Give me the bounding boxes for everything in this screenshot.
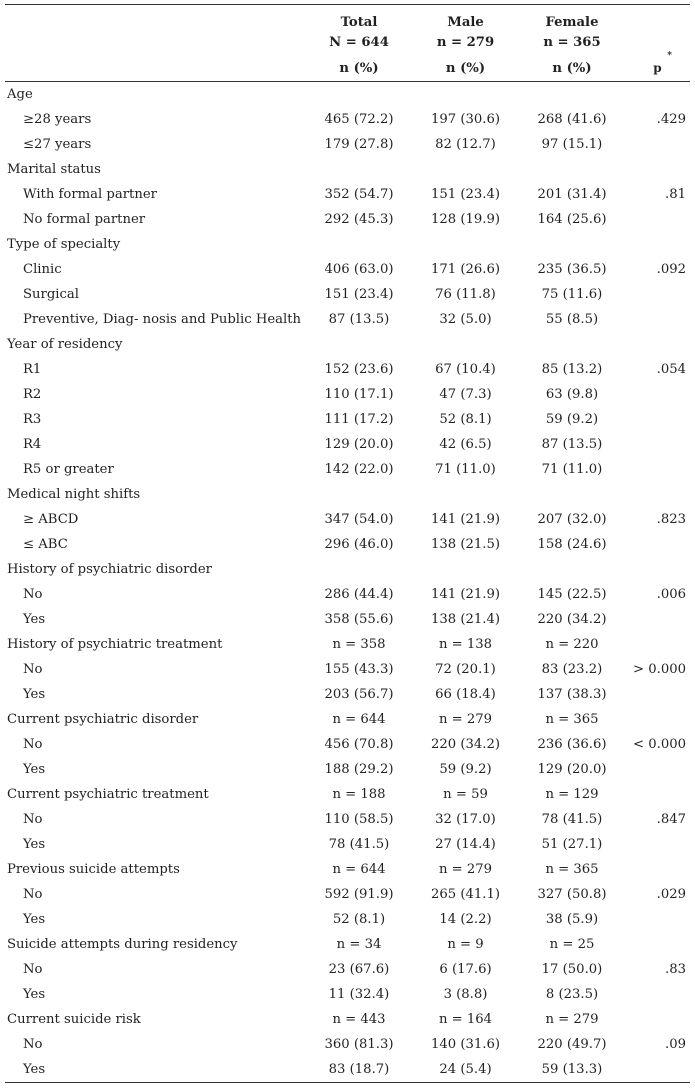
cell-male: 138 (21.4) [430,612,500,627]
table-row [5,257,690,282]
cell-p-value: < 0.000 [633,737,686,752]
cell-total [306,482,412,507]
cell-p-value [625,332,690,357]
cell-total: 78 (41.5) [328,837,390,852]
table-row [5,457,690,482]
cell-male: 47 (7.3) [439,387,492,402]
cell-female [519,332,625,357]
cell-total: 11 (32.4) [328,987,390,1002]
cell-p-value [625,307,690,332]
table-row [5,532,690,557]
table-section-row [5,82,690,108]
cell-p-value [625,607,690,632]
header-female-n: n = 365 [543,35,601,50]
row-label: Yes [23,837,46,852]
cell-total: 352 (54.7) [324,187,394,202]
table-body [5,82,690,1083]
cell-male: 66 (18.4) [435,687,496,702]
cell-male: n = 59 [443,787,488,802]
cell-female: 51 (27.1) [541,837,603,852]
table-row [5,657,690,682]
cell-total: 358 (55.6) [324,612,394,627]
cell-female: 8 (23.5) [545,987,599,1002]
cell-p-value: .429 [656,112,686,127]
cell-female: 78 (41.5) [541,812,603,827]
cell-p-value [625,432,690,457]
cell-male: 32 (17.0) [435,812,496,827]
cell-total: 465 (72.2) [324,112,394,127]
cell-female: 220 (34.2) [537,612,607,627]
cell-male: 3 (8.8) [443,987,488,1002]
cell-female: 63 (9.8) [545,387,599,402]
cell-p-value [625,682,690,707]
table-section-row [5,707,690,732]
table-header [5,5,690,82]
cell-male: 32 (5.0) [439,312,492,327]
cell-p-value [625,1007,690,1032]
cell-total: 188 (29.2) [324,762,394,777]
cell-p-value [625,232,690,257]
cell-p-value [625,707,690,732]
table-row [5,1032,690,1057]
cell-p-value [625,782,690,807]
table-row [5,182,690,207]
table-row [5,982,690,1007]
row-label: No [23,737,43,752]
cell-p-value [625,557,690,582]
row-label: Yes [23,612,46,627]
header-female-unit: n (%) [519,55,625,82]
cell-male: 151 (23.4) [430,187,500,202]
cell-total: 286 (44.4) [324,587,394,602]
table-row [5,432,690,457]
cell-male: 76 (11.8) [435,287,496,302]
cell-male: 171 (26.6) [430,262,500,277]
cell-male: 265 (41.1) [430,887,500,902]
cell-male: 42 (6.5) [439,437,492,452]
cell-p-value [625,982,690,1007]
row-label: History of psychiatric disorder [7,562,212,577]
cell-total: 83 (18.7) [306,1057,412,1083]
cell-female: 38 (5.9) [545,912,599,927]
p-footnote-mark: * [667,50,673,61]
table-row [5,907,690,932]
cell-total [306,157,412,182]
table-row [5,357,690,382]
row-label: R4 [23,437,42,452]
table-row [5,882,690,907]
cell-p-value [625,532,690,557]
header-male-n: n = 279 [436,35,495,50]
header-female: Female [519,5,625,31]
cell-female: 83 (23.2) [541,662,603,677]
cell-p-value [625,207,690,232]
cell-total: 129 (20.0) [324,437,394,452]
cell-total: 87 (13.5) [328,312,390,327]
table-section-row [5,557,690,582]
row-label: ≤ ABC [23,537,68,552]
header-blank [5,5,306,31]
cell-p-value: .006 [656,587,686,602]
table-section-row [5,1007,690,1032]
row-label: No [23,887,43,902]
row-label: Previous suicide attempts [7,862,180,877]
cell-total: 296 (46.0) [324,537,394,552]
row-label: Yes [23,687,46,702]
row-label: Current psychiatric treatment [7,787,209,802]
table-row [5,832,690,857]
header-total-unit: n (%) [306,55,412,82]
cell-female [519,82,625,108]
cell-total: 152 (23.6) [324,362,394,377]
cell-female: 220 (49.7) [537,1037,607,1052]
cell-total: 456 (70.8) [324,737,394,752]
cell-total [306,557,412,582]
cell-p-value [625,907,690,932]
cell-p-value [625,282,690,307]
row-label: Suicide attempts during residency [7,937,238,952]
cell-total: 592 (91.9) [324,887,394,902]
cell-female: 59 (9.2) [545,412,599,427]
row-label: Medical night shifts [7,487,141,502]
table-row [5,132,690,157]
cell-female [519,557,625,582]
cell-female: n = 279 [545,1012,599,1027]
cell-p-value [625,132,690,157]
table-row [5,207,690,232]
cell-total [306,82,412,108]
cell-male: 71 (11.0) [435,462,496,477]
row-label: History of psychiatric treatment [7,637,223,652]
cell-male: 140 (31.6) [430,1037,500,1052]
cell-male: 141 (21.9) [430,512,500,527]
cell-male: n = 164 [438,1012,493,1027]
cell-p-value: .83 [665,962,686,977]
cell-total: n = 34 [336,937,382,952]
row-label: No formal partner [23,212,146,227]
cell-total: 142 (22.0) [324,462,394,477]
header-male-unit: n (%) [412,55,519,82]
cell-female [519,482,625,507]
cell-male [412,557,519,582]
cell-total: 203 (56.7) [324,687,394,702]
table-section-row [5,632,690,657]
cell-p-value [625,932,690,957]
row-label: Marital status [7,162,101,177]
cell-female: 71 (11.0) [541,462,603,477]
cell-total: 151 (23.4) [324,287,394,302]
cell-male [412,482,519,507]
header-male: Male [412,5,519,31]
cell-total: 111 (17.2) [324,412,394,427]
cell-male [412,332,519,357]
row-label: Type of specialty [7,237,121,252]
table-row [5,682,690,707]
characteristics-table [5,4,690,1083]
cell-female [519,232,625,257]
cell-female: 158 (24.6) [537,537,607,552]
cell-total: 179 (27.8) [324,137,394,152]
cell-p-value: .81 [665,187,686,202]
row-label: No [23,812,43,827]
cell-male: 67 (10.4) [435,362,496,377]
table-section-row [5,157,690,182]
cell-male: 59 (9.2) [439,762,492,777]
cell-p-value [625,407,690,432]
cell-female: 87 (13.5) [541,437,603,452]
cell-male: 82 (12.7) [435,137,496,152]
cell-p-value [625,1057,690,1083]
cell-p-value [625,82,690,108]
cell-p-value [625,482,690,507]
cell-p-value: .029 [656,887,686,902]
table-row [5,957,690,982]
cell-p-value: .823 [656,512,686,527]
cell-male: 14 (2.2) [439,912,492,927]
row-label: Current psychiatric disorder [7,712,199,727]
cell-female: 129 (20.0) [537,762,607,777]
row-label: Preventive, Diag- nosis and Public Health [23,312,301,327]
cell-p-value: .092 [656,262,686,277]
row-label: ≥28 years [23,112,92,127]
row-label: Yes [23,912,46,927]
cell-male: 128 (19.9) [430,212,500,227]
row-label: With formal partner [23,187,157,202]
cell-male: 141 (21.9) [430,587,500,602]
header-total: Total [306,5,412,31]
cell-total: n = 358 [332,637,386,652]
row-label: Surgical [23,287,79,302]
cell-male: n = 279 [438,712,493,727]
row-label: Clinic [23,262,62,277]
cell-male: n = 9 [447,937,484,952]
cell-female: 201 (31.4) [537,187,607,202]
cell-p-value [625,382,690,407]
cell-male: 197 (30.6) [430,112,500,127]
row-label: No [23,587,43,602]
row-label: No [23,662,43,677]
table-section-row [5,857,690,882]
row-label: Year of residency [7,337,123,352]
cell-female: 236 (36.6) [537,737,607,752]
table-row [5,607,690,632]
cell-total: 110 (17.1) [324,387,394,402]
cell-male: 52 (8.1) [439,412,492,427]
cell-female: 85 (13.2) [541,362,603,377]
cell-female: n = 365 [545,862,599,877]
header-p-blank [625,5,690,31]
cell-p-value: .847 [656,812,686,827]
header-total-n: N = 644 [329,35,389,50]
cell-total: 292 (45.3) [324,212,394,227]
cell-total: 347 (54.0) [324,512,394,527]
cell-female: n = 220 [545,637,599,652]
cell-male: 27 (14.4) [435,837,496,852]
row-label: ≤27 years [23,137,92,152]
table-row [5,282,690,307]
cell-total [306,232,412,257]
cell-total: n = 188 [332,787,386,802]
cell-p-value: .054 [656,362,686,377]
cell-p-value [625,457,690,482]
cell-male: 6 (17.6) [439,962,492,977]
row-label: R2 [23,387,42,402]
cell-male: 72 (20.1) [435,662,496,677]
cell-male: n = 279 [438,862,493,877]
cell-female: 207 (32.0) [537,512,607,527]
cell-female: 327 (50.8) [537,887,607,902]
cell-p-value: .09 [665,1037,686,1052]
table-row [5,1057,690,1083]
cell-total: 23 (67.6) [328,962,390,977]
cell-male: 220 (34.2) [430,737,500,752]
cell-female: 97 (15.1) [541,137,603,152]
cell-total: n = 644 [332,862,386,877]
row-label: Yes [23,987,46,1002]
row-label: R5 or greater [23,462,114,477]
cell-female: 137 (38.3) [537,687,607,702]
cell-male: 138 (21.5) [430,537,500,552]
table-row [5,582,690,607]
row-label: R3 [23,412,42,427]
cell-total: 52 (8.1) [332,912,386,927]
cell-female: n = 25 [549,937,595,952]
cell-total [306,332,412,357]
cell-female: 164 (25.6) [537,212,607,227]
cell-total: 406 (63.0) [324,262,394,277]
header-p: p * [625,55,690,82]
cell-total: n = 443 [332,1012,386,1027]
cell-male: n = 138 [438,637,493,652]
table-row [5,382,690,407]
cell-female: 268 (41.6) [537,112,607,127]
cell-total: n = 644 [332,712,386,727]
cell-female: 59 (13.3) [519,1057,625,1083]
cell-p-value: > 0.000 [633,662,686,677]
table-row [5,507,690,532]
cell-p-value [625,157,690,182]
cell-male [412,82,519,108]
table-row [5,807,690,832]
row-label: Age [7,87,33,102]
cell-total: 360 (81.3) [324,1037,394,1052]
cell-female: n = 129 [545,787,599,802]
cell-female: 75 (11.6) [541,287,603,302]
cell-female [519,157,625,182]
row-label: No [23,1037,43,1052]
cell-female: 235 (36.5) [537,262,607,277]
cell-female: 17 (50.0) [541,962,603,977]
row-label: Yes [5,1057,306,1083]
table-section-row [5,482,690,507]
cell-p-value [625,832,690,857]
table-section-row [5,232,690,257]
row-label: ≥ ABCD [23,512,79,527]
cell-male [412,232,519,257]
row-label: Yes [23,762,46,777]
cell-p-value [625,757,690,782]
cell-total: 110 (58.5) [324,812,394,827]
cell-p-value [625,632,690,657]
table-section-row [5,782,690,807]
table-section-row [5,332,690,357]
table-row [5,732,690,757]
cell-p-value [625,857,690,882]
cell-female: 145 (22.5) [537,587,607,602]
table-row [5,307,690,332]
table-row [5,757,690,782]
cell-total: 155 (43.3) [324,662,394,677]
cell-male [412,157,519,182]
row-label: Current suicide risk [7,1012,141,1027]
table-row [5,107,690,132]
table-row [5,407,690,432]
row-label: No [23,962,43,977]
row-label: R1 [23,362,42,377]
cell-male: 24 (5.4) [412,1057,519,1083]
cell-female: 55 (8.5) [545,312,599,327]
table-section-row [5,932,690,957]
cell-female: n = 365 [545,712,599,727]
